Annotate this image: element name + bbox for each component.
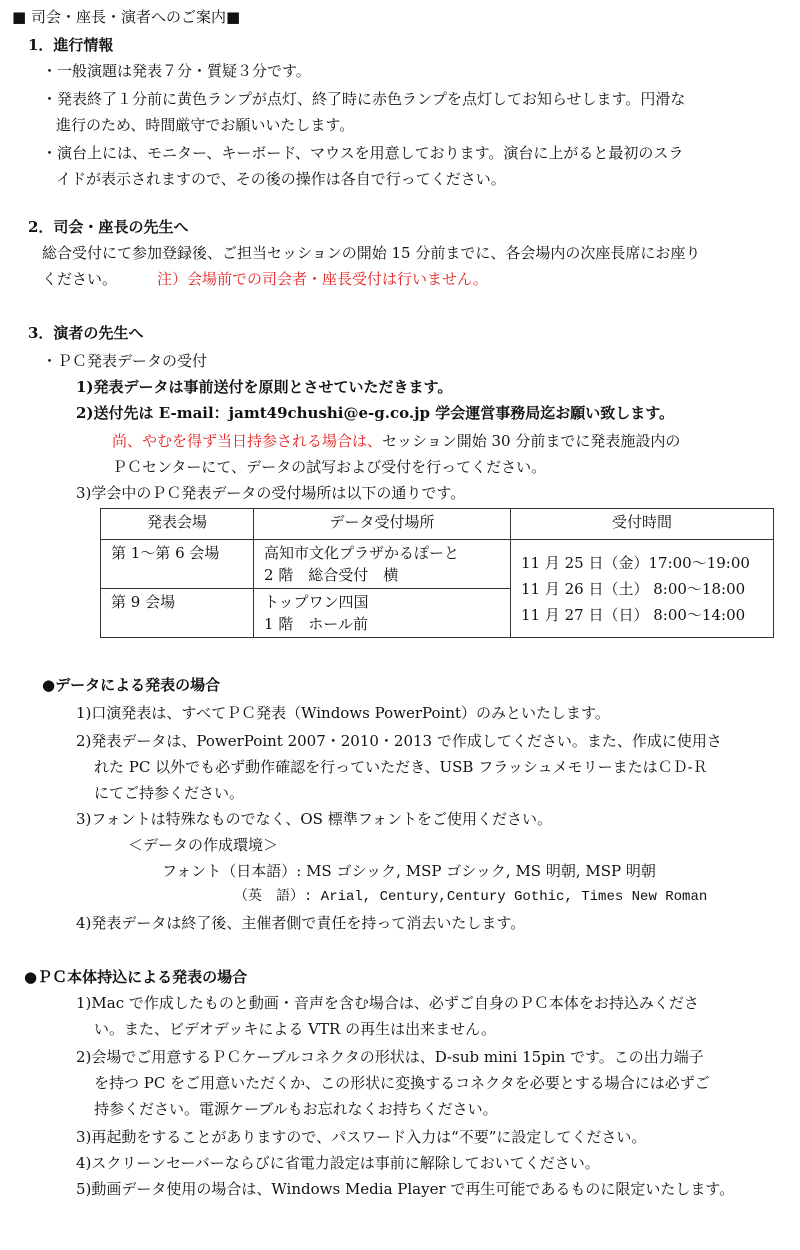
sec3-note-black: セッション開始 30 分前までに発表施設内の bbox=[382, 432, 681, 450]
sec2-line-1: 総合受付にて参加登録後、ご担当セッションの開始 15 分前までに、各会場内の次座長席にお座り bbox=[42, 244, 701, 262]
sec3-item-2: 2)送付先は E-mail：jamt49chushi@e-g.co.jp 学会運営事務局迄お願い致します。 bbox=[76, 404, 675, 422]
sec2-red-note: 注）会場前での司会者・座長受付は行いません。 bbox=[157, 270, 488, 288]
sec3-item-1: 1)発表データは事前送付を原則とさせていただきます。 bbox=[76, 378, 453, 396]
sec2-line-2-text: ください。 bbox=[42, 270, 118, 288]
reception-table bbox=[100, 508, 774, 638]
place-line: トップワン四国 bbox=[264, 593, 369, 611]
sec3-item-3: 3)学会中のＰＣ発表データの受付場所は以下の通りです。 bbox=[76, 484, 466, 502]
sec3-note bbox=[112, 430, 680, 452]
pc-section-title: ●ＰＣ本体持込による発表の場合 bbox=[24, 968, 248, 986]
pc-line-8: 5)動画データ使用の場合は、Windows Media Player で再生可能であるものに限定いたします。 bbox=[76, 1180, 735, 1198]
font-english: （英 語）: Arial, Century,Century Gothic, Times New Roman bbox=[234, 889, 708, 905]
data-line-2: 2)発表データは、PowerPoint 2007・2010・2013 で作成してください。また、作成に使用さ bbox=[76, 732, 722, 750]
venue-cell: 第 1～第 6 会場 bbox=[101, 540, 254, 589]
table-header: 受付時間 bbox=[511, 509, 774, 540]
sec2-line-2 bbox=[42, 268, 488, 290]
place-cell bbox=[254, 540, 511, 589]
time-line: 11 月 25 日（金）17:00～19:00 bbox=[521, 553, 750, 572]
table-header: データ受付場所 bbox=[254, 509, 511, 540]
time-cell bbox=[511, 540, 774, 638]
data-line-5: 3)フォントは特殊なものでなく、OS 標準フォントをご使用ください。 bbox=[76, 810, 552, 828]
place-line: 2 階 総合受付 横 bbox=[264, 566, 399, 584]
data-line-1: 1)口演発表は、すべてＰＣ発表（Windows PowerPoint）のみといたします。 bbox=[76, 704, 610, 722]
section-2-title: 2．司会・座長の先生へ bbox=[28, 218, 189, 236]
pc-line-1: 1)Mac で作成したものと動画・音声を含む場合は、必ずご自身のＰＣ本体をお持込みくださ bbox=[76, 994, 699, 1012]
sec3-note-red: 尚、やむを得ず当日持参される場合は、 bbox=[112, 432, 383, 450]
data-line-9: 4)発表データは終了後、主催者側で責任を持って消去いたします。 bbox=[76, 914, 526, 932]
place-line: 高知市文化プラザかるぽーと bbox=[264, 544, 460, 562]
data-section-title: ●データによる発表の場合 bbox=[42, 676, 221, 694]
pc-line-5: 持参ください。電源ケーブルもお忘れなくお持ちください。 bbox=[94, 1100, 498, 1118]
sec3-note-2: ＰＣセンターにて、データの試写および受付を行ってください。 bbox=[112, 458, 547, 476]
time-line: 11 月 26 日（土） 8:00～18:00 bbox=[521, 579, 746, 598]
sec1-item-1: ・一般演題は発表７分・質疑３分です。 bbox=[42, 62, 311, 80]
place-line: 1 階 ホール前 bbox=[264, 615, 369, 633]
time-line: 11 月 27 日（日） 8:00～14:00 bbox=[521, 605, 746, 624]
data-line-3: れた PC 以外でも必ず動作確認を行っていただき、USB フラッシュメモリーまたはＣＤ-Ｒ bbox=[94, 758, 708, 776]
font-japanese: フォント（日本語）: MS ゴシック, MSP ゴシック, MS 明朝, MSP 明朝 bbox=[162, 862, 656, 880]
document-header: ■ 司会・座長・演者へのご案内■ bbox=[12, 8, 241, 26]
venue-cell: 第 9 会場 bbox=[101, 589, 254, 638]
pc-line-3: 2)会場でご用意するＰＣケーブルコネクタの形状は、D-sub mini 15pin です。この出力端子 bbox=[76, 1048, 704, 1066]
sec1-item-3: ・演台上には、モニター、キーボード、マウスを用意しております。演台に上がると最初のスラ bbox=[42, 144, 684, 162]
table-header: 発表会場 bbox=[101, 509, 254, 540]
sec1-item-3-cont: イドが表示されますので、その後の操作は各自で行ってください。 bbox=[56, 170, 506, 188]
data-env-title: ＜データの作成環境＞ bbox=[128, 836, 279, 854]
data-line-4: にてご持参ください。 bbox=[94, 784, 245, 802]
table-row bbox=[101, 540, 774, 589]
pc-line-7: 4)スクリーンセーバーならびに省電力設定は事前に解除しておいてください。 bbox=[76, 1154, 600, 1172]
sec1-item-2: ・発表終了１分前に黄色ランプが点灯、終了時に赤色ランプを点灯してお知らせします。円滑な bbox=[42, 90, 686, 108]
sec1-item-2-cont: 進行のため、時間厳守でお願いいたします。 bbox=[56, 116, 355, 134]
pc-line-2: い。また、ビデオデッキによる VTR の再生は出来ません。 bbox=[94, 1020, 496, 1038]
sec3-subtitle: ・ＰＣ発表データの受付 bbox=[42, 352, 208, 370]
pc-line-4: を持つ PC をご用意いただくか、この形状に変換するコネクタを必要とする場合には必ずご bbox=[94, 1074, 710, 1092]
table-header-row bbox=[101, 509, 774, 540]
place-cell bbox=[254, 589, 511, 638]
section-1-title: 1．進行情報 bbox=[28, 36, 114, 54]
pc-line-6: 3)再起動をすることがありますので、パスワード入力は“不要”に設定してください。 bbox=[76, 1128, 647, 1146]
section-3-title: 3．演者の先生へ bbox=[28, 324, 144, 342]
